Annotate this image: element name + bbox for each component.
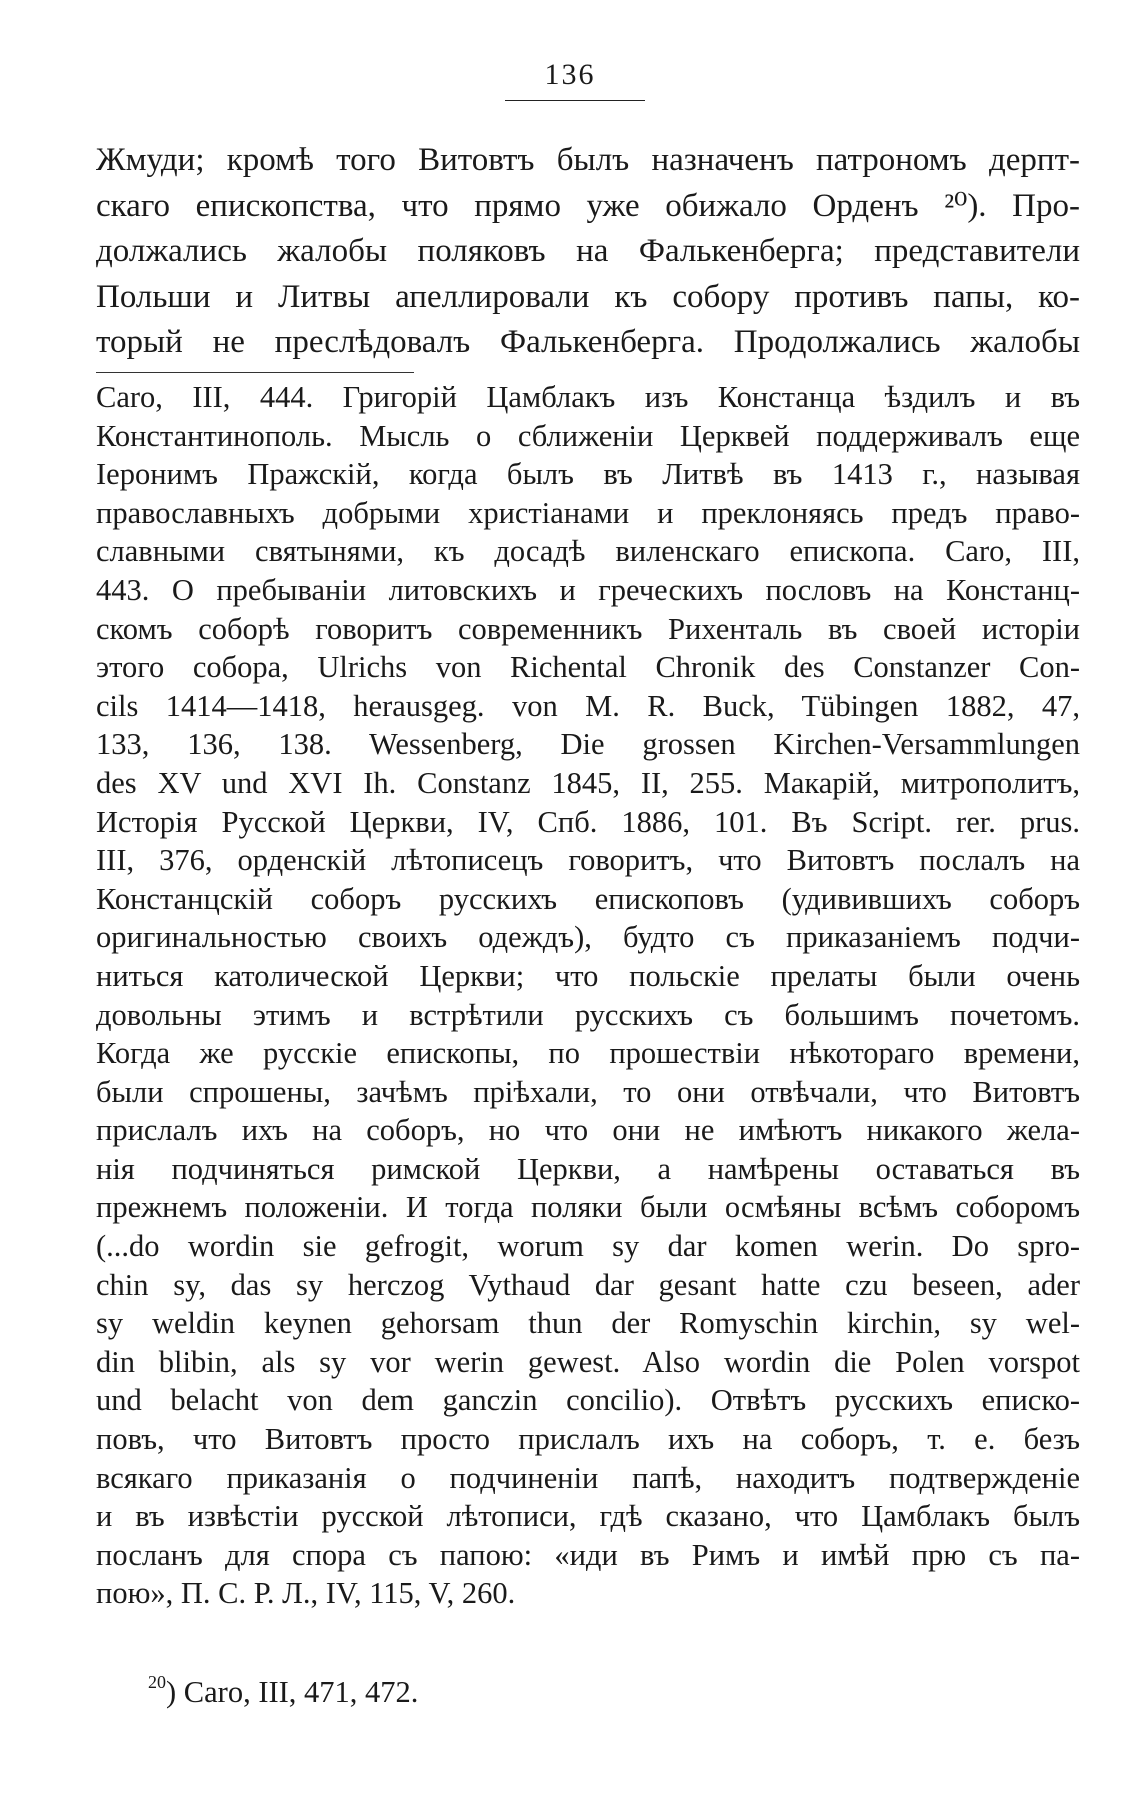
footnote-line: (...do wordin sie gefrogit, worum sy dar komen werin. Do spro- <box>96 1229 1080 1264</box>
footnote-line: оригинальностью своихъ одеждъ), будто съ приказаніемъ подчи- <box>96 920 1080 955</box>
footnote-line: Константинополь. Мысль о сближеніи Церквей поддерживалъ еще <box>96 418 1080 453</box>
main-text <box>96 138 1080 366</box>
footnote-line: всякаго приказанія о подчиненіи папѣ, находитъ подтвержденіе <box>96 1460 1080 1495</box>
footnote-line: Caro, III, 444. Григорій Цамблакъ изъ Констанца ѣздилъ и въ <box>96 380 1080 414</box>
body-line: должались жалобы поляковъ на Фалькенберга; представители <box>96 233 1080 269</box>
footnote-line: Когда же русскіе епископы, по прошествіи нѣкотораго времени, <box>96 1036 1080 1071</box>
footnote-line: довольны этимъ и встрѣтили русскихъ съ большимъ почетомъ. <box>96 997 1080 1032</box>
footnote-line: und belacht von dem ganczin concilio). Отвѣтъ русскихъ еписко- <box>96 1383 1080 1418</box>
footnote-20-marker: 20 <box>148 1672 166 1692</box>
page-number-rule <box>505 100 645 101</box>
footnote-line: Констанцскій соборъ русскихъ епископовъ (удивившихъ соборъ <box>96 881 1080 916</box>
footnote-block <box>96 378 1080 1613</box>
body-line: торый не преслѣдовалъ Фалькенберга. Продолжались жалобы <box>96 324 1080 360</box>
footnote-line: были спрошены, зачѣмъ пріѣхали, то они отвѣчали, что Витовтъ <box>96 1074 1080 1109</box>
footnote-line: прислалъ ихъ на соборъ, но что они не имѣютъ никакого жела- <box>96 1113 1080 1148</box>
body-line: Польши и Литвы апеллировали къ собору противъ папы, ко- <box>96 278 1080 315</box>
footnote-line: din blibin, als sy vor werin gewest. Also wordin die Polen vorspot <box>96 1344 1080 1379</box>
footnote-line: и въ извѣстіи русской лѣтописи, гдѣ сказано, что Цамблакъ былъ <box>96 1499 1080 1534</box>
footnote-line: sy weldin keynen gehorsam thun der Romyschin kirchin, sy wel- <box>96 1306 1080 1341</box>
footnote-separator <box>96 372 414 373</box>
footnote-line: скомъ соборѣ говоритъ современникъ Рихенталь въ своей исторіи <box>96 611 1080 646</box>
footnote-line: chin sy, das sy herczog Vythaud dar gesant hatte czu beseen, ader <box>96 1267 1080 1302</box>
footnote-line: православныхъ добрыми христіанами и преклоняясь предъ право- <box>96 495 1080 530</box>
footnote-line: Іеронимъ Пражскій, когда былъ въ Литвѣ въ 1413 г., называя <box>96 457 1080 492</box>
body-line: Жмуди; кромѣ того Витовтъ былъ назначенъ патрономъ дерпт- <box>96 142 1080 178</box>
footnote-line: ниться католической Церкви; что польскіе прелаты были очень <box>96 958 1080 993</box>
footnote-line: славными святынями, къ досадѣ виленскаго епископа. Caro, III, <box>96 534 1080 569</box>
footnote-line: 443. О пребываніи литовскихъ и греческихъ пословъ на Констанц- <box>96 572 1080 607</box>
footnote-line: des XV und XVI Ih. Constanz 1845, II, 255. Макарій, митрополитъ, <box>96 765 1080 800</box>
footnote-line: посланъ для спора съ папою: «иди въ Римъ и имѣй прю съ па- <box>96 1537 1080 1572</box>
footnote-line: 133, 136, 138. Wessenberg, Die grossen Kirchen-Versammlungen <box>96 727 1080 762</box>
body-line: скаго епископства, что прямо уже обижало Орденъ ²⁰). Про- <box>96 187 1080 224</box>
footnote-line: cils 1414—1418, herausgeg. von M. R. Buck, Tübingen 1882, 47, <box>96 688 1080 723</box>
footnote-line: Исторія Русской Церкви, IV, Спб. 1886, 101. Въ Script. rer. prus. <box>96 804 1080 839</box>
footnote-line: этого собора, Ulrichs von Richental Chronik des Constanzer Con- <box>96 650 1080 685</box>
page-number: 136 <box>544 58 596 91</box>
footnote-line: пою», П. С. Р. Л., IV, 115, V, 260. <box>96 1576 516 1611</box>
footnote-20 <box>148 1672 418 1712</box>
footnote-20-paren: ) <box>166 1675 177 1709</box>
footnote-line: прежнемъ положеніи. И тогда поляки были осмѣяны всѣмъ соборомъ <box>96 1190 1080 1225</box>
footnote-line: III, 376, орденскій лѣтописецъ говоритъ, что Витовтъ послалъ на <box>96 843 1080 878</box>
footnote-20-text: Caro, III, 471, 472. <box>183 1675 419 1709</box>
footnote-line: нія подчиняться римской Церкви, а намѣрены оставаться въ <box>96 1151 1080 1186</box>
footnote-line: повъ, что Витовтъ просто прислалъ ихъ на соборъ, т. е. безъ <box>96 1422 1080 1457</box>
